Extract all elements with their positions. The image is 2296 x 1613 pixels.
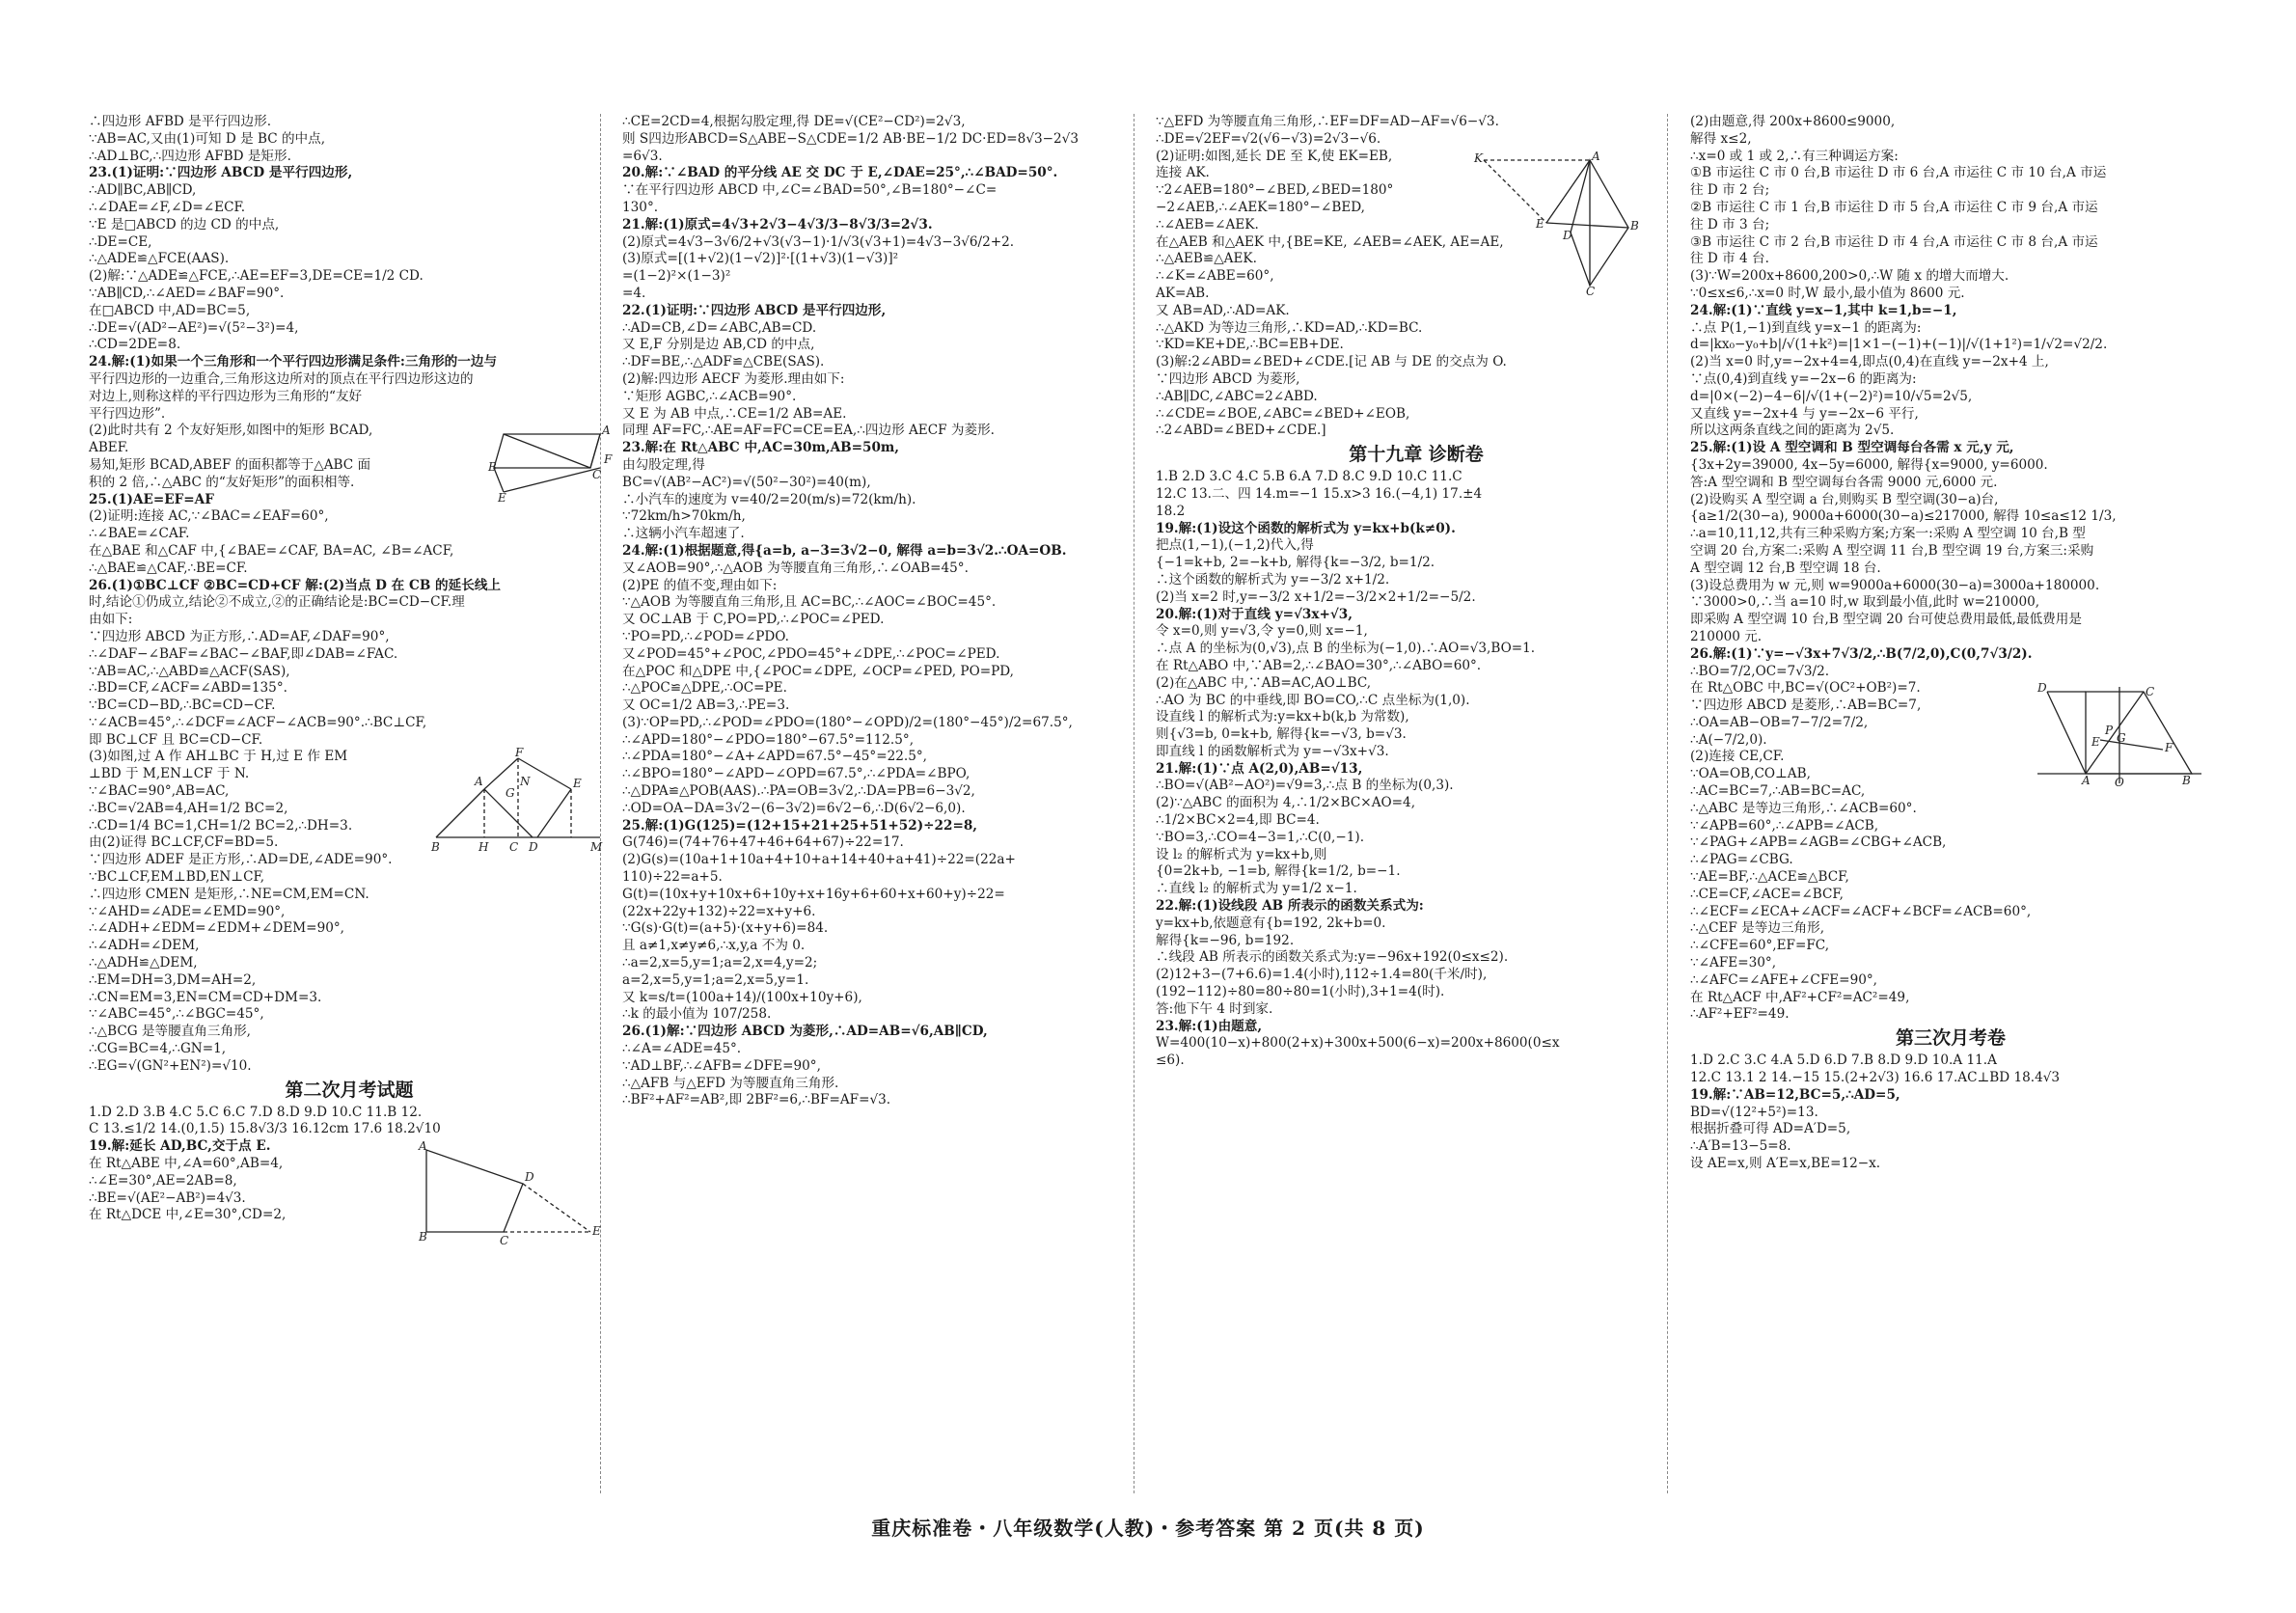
svg-text:F: F	[515, 746, 524, 760]
svg-text:K: K	[1474, 150, 1483, 165]
answer-line: ①B 市运往 C 市 0 台,B 市运往 D 市 6 台,A 市运往 C 市 10 台,A 市运	[1690, 165, 2107, 181]
answer-line: 答:他下午 4 时到家.	[1156, 1000, 1273, 1017]
svg-text:D: D	[2037, 681, 2047, 696]
answer-line: ∵点(0,4)到直线 y=−2x−6 的距离为:	[1690, 370, 1917, 387]
answer-line: 20.解:∵∠BAD 的平分线 AE 交 DC 于 E,∠DAE=25°,∴∠BAD=50°.	[622, 165, 1058, 181]
answer-line: 又直线 y=−2x+4 与 y=−2x−6 平行,	[1690, 405, 1919, 422]
answer-line: ∵∠BAC=90°,AB=AC,	[89, 783, 230, 800]
answer-line: 20.解:(1)对于直线 y=√3x+√3,	[1156, 606, 1353, 622]
answer-line: ∴BD=CF,∠ACF=∠ABD=135°.	[89, 680, 287, 697]
svg-text:M: M	[590, 840, 603, 855]
answer-line: 即 BC⊥CF 且 BC=CD−CF.	[89, 731, 263, 748]
answer-line: ∴△ADE≌△FCE(AAS).	[89, 251, 230, 267]
answer-line: (2)解:∵△ADE≌△FCE,∴AE=EF=3,DE=CE=1/2 CD.	[89, 268, 424, 285]
answer-line: BC=√(AB²−AC²)=√(50²−30²)=40(m),	[622, 474, 871, 490]
answer-line: ∴BO=7/2,OC=7√3/2.	[1690, 663, 1830, 679]
answer-line: 24.解:(1)∵直线 y=x−1,其中 k=1,b=−1,	[1690, 302, 1957, 318]
svg-text:E: E	[573, 777, 582, 791]
answer-line: ∴∠ADH=∠DEM,	[89, 938, 200, 954]
answer-line: ②B 市运往 C 市 1 台,B 市运往 D 市 5 台,A 市运往 C 市 9 台,A 市运	[1690, 199, 2098, 215]
answer-line: (2)设购买 A 型空调 a 台,则购买 B 型空调(30−a)台,	[1690, 491, 1999, 507]
section-title: 第二次月考试题	[285, 1079, 414, 1101]
answer-line: ∵BC⊥CF,EM⊥BD,EN⊥CF,	[89, 869, 265, 886]
answer-line: ∵OA=OB,CO⊥AB,	[1690, 766, 1811, 782]
answer-line: 12.C 13.二、四 14.m=−1 15.x>3 16.(−4,1) 17.±4	[1156, 485, 1483, 502]
answer-line: ABEF.	[89, 440, 129, 456]
page-footer: 重庆标准卷・八年级数学(人教)・参考答案 第 2 页(共 8 页)	[871, 1517, 1425, 1540]
answer-line: 210000 元.	[1690, 628, 1763, 644]
answer-line: y=kx+b,依题意有{b=192, 2k+b=0.	[1156, 915, 1386, 931]
answer-line: 即直线 l 的函数解析式为 y=−√3x+√3.	[1156, 743, 1389, 759]
answer-line: 又∠AOB=90°,∴△AOB 为等腰直角三角形,∴∠OAB=45°.	[622, 560, 969, 576]
answer-line: C 13.≤1/2 14.(0,1.5) 15.8√3/3 16.12cm 17.6 18.2√10	[89, 1121, 441, 1137]
answer-line: ∴BO=√(AB²−AO²)=√9=3,∴点 B 的坐标为(0,3).	[1156, 778, 1454, 794]
answer-line: ∴A(−7/2,0).	[1690, 731, 1767, 748]
svg-text:B: B	[431, 840, 440, 855]
answer-line: ∴x=0 或 1 或 2,∴有三种调运方案:	[1690, 148, 1899, 164]
answer-line: ∴∠ADH+∠EDM=∠EDM+∠DEM=90°,	[89, 920, 344, 937]
answer-line: ∵KD=KE+DE,∴BC=EB+DE.	[1156, 337, 1344, 353]
answer-line: ∴∠CDE=∠BOE,∠ABC=∠BED+∠EOB,	[1156, 405, 1410, 422]
svg-text:E: E	[498, 491, 506, 506]
answer-line: 在△BAE 和△CAF 中,{∠BAE=∠CAF, BA=AC, ∠B=∠ACF,	[89, 542, 454, 559]
answer-line: 25.(1)AE=EF=AF	[89, 491, 214, 507]
answer-line: {0=2k+b, −1=b, 解得{k=1/2, b=−1.	[1156, 863, 1401, 880]
svg-text:A: A	[602, 424, 611, 438]
svg-text:C: C	[1586, 284, 1596, 298]
answer-line: (3)原式=[(1+√2)(1−√2)]²·[(1+√3)(1−√3)]²	[622, 251, 899, 267]
answer-line: 1.B 2.D 3.C 4.C 5.B 6.A 7.D 8.C 9.D 10.C 11.C	[1156, 469, 1462, 485]
answer-line: ∴∠AFC=∠AFE+∠CFE=90°,	[1690, 971, 1877, 988]
answer-line: ∴这个函数的解析式为 y=−3/2 x+1/2.	[1156, 571, 1390, 588]
tri26-figure	[426, 746, 610, 857]
kite-figure	[1474, 149, 1677, 298]
answer-line: 时,结论①仍成立,结论②不成立,②的正确结论是:BC=CD−CF.理	[89, 594, 465, 611]
svg-text:D: D	[529, 840, 538, 855]
answer-line: ∴∠PDA=180°−∠A+∠APD=67.5°−45°=22.5°,	[622, 749, 927, 765]
answer-line: ∴CG=BC=4,∴GN=1,	[89, 1041, 227, 1057]
answer-line: ∴四边形 AFBD 是平行四边形.	[89, 114, 272, 129]
answer-line: ∵矩形 AGBC,∴∠ACB=90°.	[622, 388, 797, 404]
answer-line: G(t)=(10x+y+10x+6+10y+x+16y+6+60+x+60+y)÷22=	[622, 886, 1005, 902]
answer-line: ∴BC=√2AB=4,AH=1/2 BC=2,	[89, 800, 288, 816]
answer-line: (2)PE 的值不变,理由如下:	[622, 577, 778, 593]
answer-line: ∴∠AEB=∠AEK.	[1156, 216, 1259, 232]
answer-line: (2)12+3−(7+6.6)=1.4(小时),112÷1.4=80(千米/时),	[1156, 967, 1488, 983]
answer-line: ∵△EFD 为等腰直角三角形,∴EF=DF=AD−AF=√6−√3.	[1156, 114, 1499, 129]
answer-line: 21.解:(1)∵点 A(2,0),AB=√13,	[1156, 760, 1363, 777]
answer-line: ∴直线 l₂ 的解析式为 y=1/2 x−1.	[1156, 881, 1357, 897]
answer-line: 在△POC 和△DPE 中,{∠POC=∠DPE, ∠OCP=∠PED, PO=PD,	[622, 663, 1014, 679]
answer-line: ∴△AFB 与△EFD 为等腰直角三角形.	[622, 1075, 839, 1091]
answer-line: 又∠POD=45°+∠POC,∠PDO=45°+∠DPE,∴∠POC=∠PED.	[622, 645, 1000, 662]
answer-line: 19.解:延长 AD,BC,交于点 E.	[89, 1138, 271, 1155]
answer-line: ∴点 P(1,−1)到直线 y=x−1 的距离为:	[1690, 319, 1922, 336]
svg-text:C: C	[592, 468, 602, 482]
svg-text:C: C	[2146, 685, 2155, 699]
svg-text:B: B	[419, 1230, 427, 1244]
answer-line: ∴线段 AB 所表示的函数关系式为:y=−96x+192(0≤x≤2).	[1156, 949, 1509, 966]
svg-text:F: F	[604, 452, 613, 467]
answer-line: (2)原式=4√3−3√6/2+√3(√3−1)·1/√3(√3+1)=4√3−3√6/2+2.	[622, 233, 1015, 250]
answer-line: 24.解:(1)如果一个三角形和一个平行四边形满足条件:三角形的一边与	[89, 354, 498, 370]
answer-line: 解得{k=−96, b=192.	[1156, 932, 1295, 948]
svg-text:A: A	[1592, 149, 1600, 163]
answer-line: ∵BC=CD−BD,∴BC=CD−CF.	[89, 697, 276, 714]
answer-line: ③B 市运往 C 市 2 台,B 市运往 D 市 4 台,A 市运往 C 市 8 台,A 市运	[1690, 233, 2098, 250]
svg-text:B: B	[1630, 218, 1639, 232]
answer-line: (2)由题意,得 200x+8600≤9000,	[1690, 114, 1896, 129]
answer-line: ∵AB=AC,∴△ABD≌△ACF(SAS),	[89, 663, 290, 679]
answer-line: ⊥BD 于 M,EN⊥CF 于 N.	[89, 766, 250, 782]
answer-line: 23.解:在 Rt△ABC 中,AC=30m,AB=50m,	[622, 440, 900, 456]
svg-text:N: N	[520, 775, 531, 789]
answer-line: ∵四边形 ABCD 为正方形,∴AD=AF,∠DAF=90°,	[89, 628, 390, 644]
answer-line: 26.(1)①BC⊥CF ②BC=CD+CF 解:(2)当点 D 在 CB 的延长线上	[89, 577, 502, 593]
svg-text:E: E	[2091, 735, 2100, 750]
answer-line: 23.解:(1)由题意,	[1156, 1018, 1263, 1034]
answer-line: ∴DE=√2EF=√2(√6−√3)=2√3−√6.	[1156, 130, 1381, 147]
answer-line: ∴△AKD 为等边三角形,∴KD=AD,∴KD=BC.	[1156, 319, 1423, 336]
answer-line: 往 D 市 4 台.	[1690, 251, 1769, 267]
svg-text:A: A	[2082, 774, 2091, 788]
answer-line: 积的 2 倍,∴△ABC 的“友好矩形”的面积相等.	[89, 474, 355, 490]
answer-line: ∵∠ABC=45°,∴∠BGC=45°,	[89, 1006, 264, 1023]
answer-line: ∴a=2,x=5,y=1;a=2,x=4,y=2;	[622, 955, 818, 971]
answer-line: ∴△POC≌△DPE,∴OC=PE.	[622, 680, 787, 697]
answer-line: ∴AD∥BC,AB∥CD,	[89, 182, 197, 199]
answer-line: 25.解:(1)设 A 型空调和 B 型空调每台各需 x 元,y 元,	[1690, 440, 2014, 456]
answer-line: {−1=k+b, 2=−k+b, 解得{k=−3/2, b=1/2.	[1156, 555, 1435, 571]
answer-line: 在 Rt△DCE 中,∠E=30°,CD=2,	[89, 1207, 287, 1223]
rect1-figure	[484, 424, 613, 506]
answer-line: ∴AD=CB,∠D=∠ABC,AB=CD.	[622, 319, 817, 336]
answer-line: ∴CE=CF,∠ACE=∠BCF,	[1690, 886, 1844, 902]
svg-text:B: B	[2182, 774, 2191, 788]
answer-line: ∵E 是□ABCD 的边 CD 的中点,	[89, 216, 280, 232]
answer-line: ∴OD=OA−DA=3√2−(6−3√2)=6√2−6,∴D(6√2−6,0).	[622, 800, 966, 816]
answer-line: 在 Rt△OBC 中,BC=√(OC²+OB²)=7.	[1690, 680, 1921, 697]
answer-line: ∴1/2×BC×2=4,即 BC=4.	[1156, 812, 1320, 829]
answer-line: 110)÷22=a+5.	[622, 869, 723, 886]
answer-line: 又 k=s/t=(100a+14)/(100x+10y+6),	[622, 989, 862, 1005]
answer-line: 往 D 市 3 台;	[1690, 216, 1770, 232]
svg-text:D: D	[525, 1170, 534, 1185]
answer-line: 设直线 l 的解析式为:y=kx+b(k,b 为常数),	[1156, 709, 1409, 725]
answer-line: 又 E,F 分别是边 AB,CD 的中点,	[622, 337, 815, 353]
answer-line: ∵∠APB=60°,∴∠APB=∠ACB,	[1690, 817, 1879, 834]
svg-text:A: A	[419, 1139, 427, 1154]
answer-line: ∵72km/h>70km/h,	[622, 508, 746, 525]
answer-line: ∵G(s)·G(t)=(a+5)·(x+y+6)=84.	[622, 920, 829, 937]
answer-line: ∵AE=BF,∴△ACE≌△BCF,	[1690, 869, 1849, 886]
answer-line: ∴∠DAF−∠BAF=∠BAC−∠BAF,即∠DAB=∠FAC.	[89, 645, 398, 662]
answer-line: ∴EM=DH=3,DM=AH=2,	[89, 971, 257, 988]
svg-text:H: H	[478, 840, 489, 855]
answer-line: ∵AD⊥BF,∴∠AFB=∠DFE=90°,	[622, 1057, 821, 1074]
answer-line: ∴2∠ABD=∠BED+∠CDE.]	[1156, 423, 1326, 439]
answer-line: ∵在平行四边形 ABCD 中,∠C=∠BAD=50°,∠B=180°−∠C=	[622, 182, 998, 199]
svg-text:A: A	[475, 775, 483, 789]
answer-line: ∴∠E=30°,AE=2AB=8,	[89, 1172, 237, 1189]
answer-line: ∵3000>0,∴当 a=10 时,w 取到最小值,此时 w=210000,	[1690, 594, 2040, 611]
answer-line: 对边上,则称这样的平行四边形为三角形的“友好	[89, 388, 363, 404]
svg-text:C: C	[509, 840, 519, 855]
answer-line: (2)连接 CE,CF.	[1690, 749, 1785, 765]
answer-line: (3)∵OP=PD,∴∠POD=∠PDO=(180°−∠OPD)/2=(180°−45°)/2=67.5°,	[622, 714, 1073, 730]
answer-line: ∴△ABC 是等边三角形,∴∠ACB=60°.	[1690, 800, 1917, 816]
answer-line: ∴CD=1/4 BC=1,CH=1/2 BC=2,∴DH=3.	[89, 817, 353, 834]
answer-line: 把点(1,−1),(−1,2)代入,得	[1156, 537, 1314, 554]
answer-line: 设 l₂ 的解析式为 y=kx+b,则	[1156, 846, 1327, 862]
answer-line: ∴∠APD=180°−∠PDO=180°−67.5°=112.5°,	[622, 731, 915, 748]
answer-line: ∴△ADH≌△DEM,	[89, 955, 198, 971]
answer-line: ∵四边形 ABCD 是菱形,∴AB=BC=7,	[1690, 697, 1922, 714]
answer-line: 又 AB=AD,∴AD=AK.	[1156, 302, 1290, 318]
svg-text:O: O	[2115, 776, 2124, 790]
answer-line: (3)设总费用为 w 元,则 w=9000a+6000(30−a)=3000a+180000.	[1690, 577, 2100, 593]
answer-line: ∴OA=AB−OB=7−7/2=7/2,	[1690, 714, 1869, 730]
svg-text:G: G	[2117, 731, 2126, 746]
answer-line: ∴∠K=∠ABE=60°,	[1156, 268, 1274, 285]
answer-line: 连接 AK.	[1156, 165, 1210, 181]
answer-line: 空调 20 台,方案二:采购 A 型空调 11 台,B 型空调 19 台,方案三:采购	[1690, 542, 2094, 559]
answer-line: (3)∵W=200x+8600,200>0,∴W 随 x 的增大而增大.	[1690, 268, 2009, 285]
svg-text:F: F	[2165, 741, 2173, 755]
answer-line: 25.解:(1)G(125)=(12+15+21+25+51+52)÷22=8,	[622, 817, 978, 834]
svg-text:P: P	[2105, 724, 2114, 738]
answer-line: 22.解:(1)设线段 AB 所表示的函数关系式为:	[1156, 898, 1424, 915]
svg-text:E: E	[592, 1224, 601, 1239]
answer-line: ∴AB∥DC,∠ABC=2∠ABD.	[1156, 388, 1318, 404]
answer-line: ∴AF²+EF²=49.	[1690, 1006, 1790, 1023]
answer-line: ∴∠A=∠ADE=45°.	[622, 1041, 742, 1057]
answer-line: (2)在△ABC 中,∵AB=AC,AO⊥BC,	[1156, 674, 1372, 691]
answer-line: BD=√(12²+5²)=13.	[1690, 1104, 1818, 1120]
answer-line: ∴∠DAE=∠F,∠D=∠ECF.	[89, 199, 246, 215]
answer-line: (2)∵△ABC 的面积为 4,∴1/2×BC×AO=4,	[1156, 795, 1416, 811]
answer-line: ∵2∠AEB=180°−∠BED,∠BED=180°	[1156, 182, 1394, 199]
answer-line: ∵0≤x≤6,∴x=0 时,W 最小,最小值为 8600 元.	[1690, 285, 1965, 301]
answer-line: (2)证明:如图,延长 DE 至 K,使 EK=EB,	[1156, 148, 1393, 164]
answer-line: 24.解:(1)根据题意,得{a=b, a−3=3√2−0, 解得 a=b=3√2.∴OA=OB.	[622, 542, 1067, 559]
answer-line: (192−112)÷80=80÷80=1(小时),3+1=4(时).	[1156, 984, 1445, 1000]
answer-line: ∴AC=BC=7,∴AB=BC=AC,	[1690, 783, 1866, 800]
answer-line: A 型空调 12 台,B 型空调 18 台.	[1690, 560, 1881, 576]
answer-line: {3x+2y=39000, 4x−5y=6000, 解得{x=9000, y=6000.	[1690, 456, 2048, 473]
answer-line: 同理 AF=FC,∴AE=AF=FC=CE=EA,∴四边形 AECF 为菱形.	[622, 423, 995, 439]
answer-line: 设 AE=x,则 A′E=x,BE=12−x.	[1690, 1156, 1881, 1172]
answer-line: ≤6).	[1156, 1053, 1185, 1069]
answer-line: (2)当 x=0 时,y=−2x+4=4,即点(0,4)在直线 y=−2x+4 上,	[1690, 354, 2049, 370]
answer-line: ∴BF²+AF²=AB²,即 2BF²=6,∴BF=AF=√3.	[622, 1092, 891, 1108]
answer-line: 26.解:(1)∵y=−√3x+7√3/2,∴B(7/2,0),C(0,7√3/2).	[1690, 645, 2033, 662]
answer-line: 即采购 A 型空调 10 台,B 型空调 20 台可使总费用最低,最低费用是	[1690, 612, 2082, 628]
answer-line: 平行四边形”.	[89, 405, 166, 422]
answer-line: ∵∠ACB=45°,∴∠DCF=∠ACF−∠ACB=90°.∴BC⊥CF,	[89, 714, 427, 730]
answer-line: ∵PO=PD,∴∠POD=∠PDO.	[622, 628, 789, 644]
answer-line: 则{√3=b, 0=k+b, 解得{k=−√3, b=√3.	[1156, 726, 1407, 743]
answer-line: ∴∠PAG=∠CBG.	[1690, 852, 1793, 868]
answer-line: ∴小汽车的速度为 v=40/2=20(m/s)=72(km/h).	[622, 491, 916, 507]
answer-line: ∴k 的最小值为 107/258.	[622, 1006, 772, 1023]
answer-line: ∵△AOB 为等腰直角三角形,且 AC=BC,∴∠AOC=∠BOC=45°.	[622, 594, 997, 611]
answer-line: ∴∠CFE=60°,EF=FC,	[1690, 938, 1830, 954]
answer-line: 又 E 为 AB 中点,∴CE=1/2 AB=AE.	[622, 405, 847, 422]
answer-line: (2)解:四边形 AECF 为菱形.理由如下:	[622, 370, 845, 387]
answer-line: 由(2)证得 BC⊥CF,CF=BD=5.	[89, 834, 279, 851]
answer-line: {a≥1/2(30−a), 9000a+6000(30−a)≤217000, 解得 10≤a≤12 1/3,	[1690, 508, 2117, 525]
answer-line: 23.(1)证明:∵四边形 ABCD 是平行四边形,	[89, 165, 353, 181]
answer-line: 则 S四边形ABCD=S△ABE−S△CDE=1/2 AB·BE−1/2 DC·ED=8√3−2√3	[622, 130, 1079, 147]
answer-line: 在□ABCD 中,AD=BC=5,	[89, 302, 251, 318]
answer-line: ∴△CEF 是等边三角形,	[1690, 920, 1825, 937]
answer-line: ∴四边形 CMEN 是矩形,∴NE=CM,EM=CN.	[89, 886, 369, 902]
answer-line: 12.C 13.1 2 14.−15 15.(2+2√3) 16.6 17.AC⊥BD 18.4√3	[1690, 1070, 2061, 1086]
answer-line: 又 OC⊥AB 于 C,PO=PD,∴∠POC=∠PED.	[622, 612, 885, 628]
answer-line: ∵AB=AC,又由(1)可知 D 是 BC 的中点,	[89, 130, 326, 147]
answer-line: ∵∠PAG+∠APB=∠AGB=∠CBG+∠ACB,	[1690, 834, 1947, 851]
answer-line: (2)此时共有 2 个友好矩形,如图中的矩形 BCAD,	[89, 423, 373, 439]
svg-text:B: B	[488, 460, 497, 475]
answer-line: 令 x=0,则 y=√3,令 y=0,则 x=−1,	[1156, 623, 1368, 640]
answer-line: 1.D 2.C 3.C 4.A 5.D 6.D 7.B 8.D 9.D 10.A 11.A	[1690, 1053, 1997, 1069]
svg-text:G: G	[506, 786, 515, 801]
answer-line: ∴EG=√(GN²+EN²)=√10.	[89, 1057, 252, 1074]
answer-line: 由勾股定理,得	[622, 456, 705, 473]
answer-line: (2)证明:连接 AC,∵∠BAC=∠EAF=60°,	[89, 508, 329, 525]
answer-line: ∴△AEB≌△AEK.	[1156, 251, 1257, 267]
answer-column-1	[89, 114, 613, 1484]
answer-line: G(746)=(74+76+47+46+64+67)÷22=17.	[622, 834, 904, 851]
answer-line: (3)解:2∠ABD=∠BED+∠CDE.[记 AB 与 DE 的交点为 O.	[1156, 354, 1507, 370]
answer-line: 由如下:	[89, 612, 133, 628]
answer-line: 答:A 型空调和 B 型空调每台各需 9000 元,6000 元.	[1690, 474, 1998, 490]
section-title: 第三次月考卷	[1895, 1027, 2006, 1050]
svg-text:C: C	[500, 1234, 509, 1248]
answer-line: ∴A′B=13−5=8.	[1690, 1138, 1791, 1155]
answer-line: ∵∠AFE=30°,	[1690, 955, 1777, 971]
answer-line: ∴△BAE≌△CAF,∴BE=CF.	[89, 560, 248, 576]
answer-line: 解得 x≤2,	[1690, 130, 1752, 147]
answer-line: 26.(1)解:∵四边形 ABCD 为菱形,∴AD=AB=√6,AB∥CD,	[622, 1024, 988, 1040]
answer-line: 所以这两条直线之间的距离为 2√5.	[1690, 423, 1895, 439]
answer-line: 易知,矩形 BCAD,ABEF 的面积都等于△ABC 面	[89, 456, 371, 473]
answer-line: 19.解:∵AB=12,BC=5,∴AD=5,	[1690, 1086, 1900, 1103]
answer-line: ∴DE=CE,	[89, 233, 152, 250]
answer-line: ∴这辆小汽车超速了.	[622, 526, 745, 542]
answer-line: (2)当 x=2 时,y=−3/2 x+1/2=−3/2×2+1/2=−5/2.	[1156, 588, 1476, 605]
rhombus-figure	[2028, 682, 2211, 788]
answer-line: 平行四边形的一边重合,三角形这边所对的顶点在平行四边形这边的	[89, 370, 474, 387]
answer-line: ∴AO 为 BC 的中垂线,即 BO=CO,∴C 点坐标为(1,0).	[1156, 692, 1470, 708]
answer-line: d=|kx₀−y₀+b|/√(1+k²)=|1×1−(−1)+(−1)|/√(1+1²)=1/√2=√2/2.	[1690, 337, 2108, 353]
answer-line: 在 Rt△ACF 中,AF²+CF²=AC²=49,	[1690, 989, 1910, 1005]
answer-column-4	[1690, 114, 2211, 1484]
answer-line: W=400(10−x)+800(2+x)+300x+500(6−x)=200x+8600(0≤x	[1156, 1035, 1560, 1052]
answer-line: 19.解:(1)设这个函数的解析式为 y=kx+b(k≠0).	[1156, 520, 1456, 536]
answer-line: =6√3.	[622, 148, 663, 164]
answer-column-3	[1156, 114, 1677, 1484]
answer-line: 130°.	[622, 199, 659, 215]
svg-text:E: E	[1536, 216, 1544, 231]
answer-line: ∵四边形 ABCD 为菱形,	[1156, 370, 1300, 387]
answer-line: ∴∠BAE=∠CAF.	[89, 526, 190, 542]
answer-line: d=|0×(−2)−4−6|/√(1+(−2)²)=10/√5=2√5,	[1690, 388, 1973, 404]
answer-line: ∴DE=√(AD²−AE²)=√(5²−3²)=4,	[89, 319, 299, 336]
answer-line: ∴∠BPO=180°−∠APD−∠OPD=67.5°,∴∠PDA=∠BPO,	[622, 766, 970, 782]
answer-line: ∴CD=2DE=8.	[89, 337, 181, 353]
answer-line: ∵四边形 ADEF 是正方形,∴AD=DE,∠ADE=90°.	[89, 852, 393, 868]
answer-line: ∴△BCG 是等腰直角三角形,	[89, 1024, 251, 1040]
answer-line: ∵AB∥CD,∴∠AED=∠BAF=90°.	[89, 285, 285, 301]
answer-line: 在△AEB 和△AEK 中,{BE=KE, ∠AEB=∠AEK, AE=AE,	[1156, 233, 1504, 250]
answer-line: 1.D 2.D 3.B 4.C 5.C 6.C 7.D 8.D 9.D 10.C 11.B 12.	[89, 1104, 423, 1120]
answer-line: ∴△DPA≌△POB(AAS).∴PA=OB=3√2,∴DA=PB=6−3√2,	[622, 783, 975, 800]
answer-line: 18.2	[1156, 503, 1186, 519]
answer-line: 且 a≠1,x≠y≠6,∴x,y,a 不为 0.	[622, 938, 806, 954]
answer-line: 又 OC=1/2 AB=3,∴PE=3.	[622, 697, 790, 714]
answer-line: 21.解:(1)原式=4√3+2√3−4√3/3−8√3/3=2√3.	[622, 216, 933, 232]
answer-line: 根据折叠可得 AD=A′D=5,	[1690, 1121, 1851, 1137]
quad19-figure	[417, 1140, 610, 1246]
answer-line: 往 D 市 2 台;	[1690, 182, 1770, 199]
section-title: 第十九章 诊断卷	[1349, 444, 1484, 466]
answer-line: 在 Rt△ABE 中,∠A=60°,AB=4,	[89, 1156, 284, 1172]
answer-line: ∴DF=BE,∴△ADF≌△CBE(SAS).	[622, 354, 825, 370]
answer-line: ∴CE=2CD=4,根据勾股定理,得 DE=√(CE²−CD²)=2√3,	[622, 114, 966, 129]
answer-line: ∴BE=√(AE²−AB²)=4√3.	[89, 1189, 246, 1206]
answer-line: 在 Rt△ABO 中,∵AB=2,∴∠BAO=30°,∴∠ABO=60°.	[1156, 657, 1482, 673]
svg-text:D: D	[1563, 228, 1572, 242]
answer-line: =(1−2)²×(1−3)²	[622, 268, 731, 285]
answer-line: (2)G(s)=(10a+1+10a+4+10+a+14+40+a+41)÷22=(22a+	[622, 852, 1016, 868]
answer-line: (22x+22y+132)÷22=x+y+6.	[622, 903, 816, 919]
answer-line: ∴CN=EM=3,EN=CM=CD+DM=3.	[89, 989, 322, 1005]
answer-column-2	[622, 114, 1143, 1484]
answer-line: ∴AD⊥BC,∴四边形 AFBD 是矩形.	[89, 148, 291, 164]
answer-line: −2∠AEB,∴∠AEK=180°−∠BED,	[1156, 199, 1365, 215]
answer-line: (3)如图,过 A 作 AH⊥BC 于 H,过 E 作 EM	[89, 749, 348, 765]
answer-line: ∵∠AHD=∠ADE=∠EMD=90°,	[89, 903, 286, 919]
answer-line: AK=AB.	[1156, 285, 1210, 301]
answer-line: ∵BO=3,∴CO=4−3=1,∴C(0,−1).	[1156, 829, 1365, 845]
answer-line: =4.	[622, 285, 646, 301]
answer-line: ∴∠ECF=∠ECA+∠ACF=∠ACF+∠BCF=∠ACB=60°,	[1690, 903, 2032, 919]
answer-line: 22.(1)证明:∵四边形 ABCD 是平行四边形,	[622, 302, 887, 318]
answer-line: ∴a=10,11,12,共有三种采购方案;方案一:采购 A 型空调 10 台,B 型	[1690, 526, 2086, 542]
answer-line: a=2,x=5,y=1;a=2,x=5,y=1.	[622, 971, 809, 988]
answer-line: ∴点 A 的坐标为(0,√3),点 B 的坐标为(−1,0).∴AO=√3,BO=1.	[1156, 641, 1536, 657]
